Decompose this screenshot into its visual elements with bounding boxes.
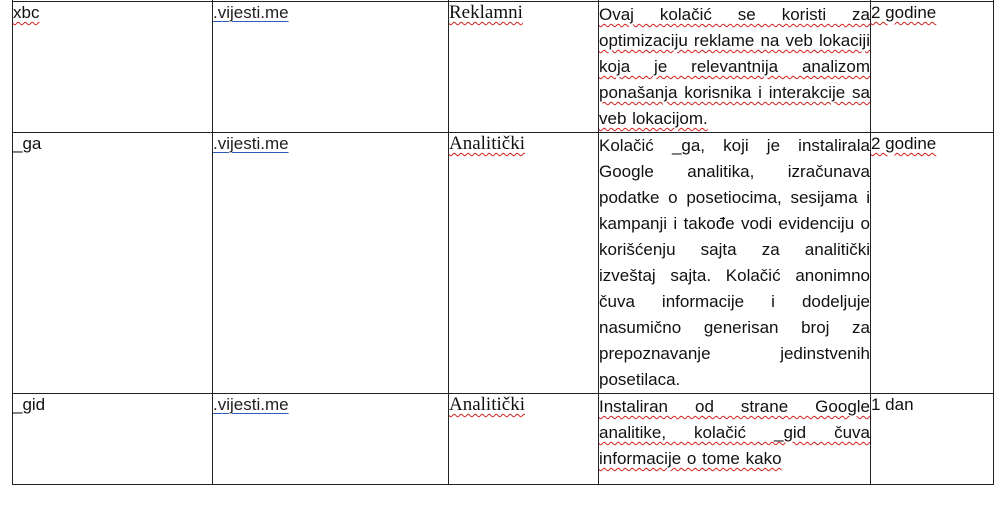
cookie-name: _ga — [13, 134, 42, 153]
cookie-description: Ovaj kolačić se koristi za optimizaciju reklame na veb lokaciji koja je relevantnija analizom ponašanja korisnika i interakcije sa veb lokacijom. — [599, 5, 870, 128]
cell-name — [13, 394, 213, 485]
cell-duration — [871, 394, 994, 485]
cell-type — [449, 133, 599, 394]
cell-description — [599, 133, 871, 394]
cookie-name: _gid — [13, 395, 46, 414]
cell-description — [599, 394, 871, 485]
cookie-duration: 2 godine — [871, 3, 937, 22]
cell-domain — [213, 133, 449, 394]
cell-domain — [213, 2, 449, 133]
table-row — [13, 394, 994, 485]
cookie-description: Instaliran od strane Google analitike, kolačić _gid čuva informacije o tome kako — [599, 397, 870, 468]
table-row — [13, 133, 994, 394]
cookie-name: xbc — [13, 3, 40, 22]
cookie-description: Kolačić _ga, koji je instalirala Google analitika, izračunava podatke o posetiocima, sesijama i kampanji i takođe vodi evidenciju o korišćenju sajta za analitički izveštaj sajta. Kolačić anonimno čuva informacije i dodeljuje nasumično generisan broj za prepoznavanje jedinstvenih posetilaca. — [599, 136, 870, 389]
cookie-duration: 2 godine — [871, 134, 937, 153]
cookie-type: Analitički — [449, 133, 525, 154]
cell-duration — [871, 133, 994, 394]
cookie-type: Reklamni — [449, 2, 523, 23]
cell-name — [13, 2, 213, 133]
cell-type — [449, 2, 599, 133]
cell-duration — [871, 2, 994, 133]
table-row — [13, 2, 994, 133]
cookie-domain-link[interactable]: .vijesti.me — [213, 134, 289, 153]
cell-description — [599, 2, 871, 133]
cell-type — [449, 394, 599, 485]
cookie-table — [12, 0, 994, 485]
cookie-type: Analitički — [449, 394, 525, 415]
cookie-domain-link[interactable]: .vijesti.me — [213, 3, 289, 22]
cell-domain — [213, 394, 449, 485]
cookie-domain-link[interactable]: .vijesti.me — [213, 395, 289, 414]
cell-name — [13, 133, 213, 394]
cookie-duration: 1 dan — [871, 395, 914, 414]
